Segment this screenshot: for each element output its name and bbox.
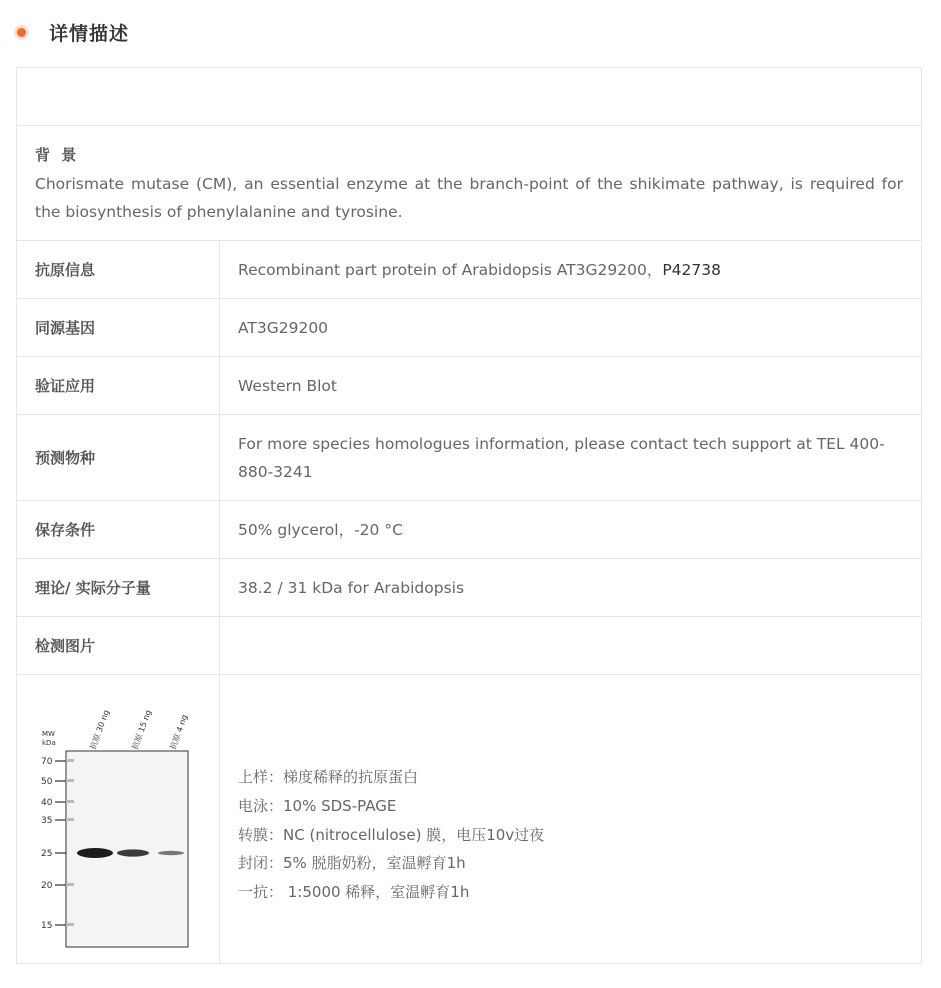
ladder-band-40	[66, 800, 74, 803]
marker-70: 70	[41, 757, 53, 767]
table-row-application	[17, 357, 921, 415]
blot-image-cell	[17, 675, 220, 963]
table-row-mw	[17, 559, 921, 617]
lane-label-3: 抗原 4 ng	[168, 713, 190, 751]
antigen-label: 抗原信息	[17, 241, 220, 298]
lane-label-2: 抗原 15 ng	[130, 708, 154, 751]
marker-20: 20	[41, 881, 53, 891]
note-transfer: 转膜：NC (nitrocellulose) 膜，电压10v过夜	[238, 825, 545, 844]
section-header	[16, 16, 129, 48]
table-row-gene	[17, 299, 921, 357]
western-blot-image	[17, 675, 220, 963]
ladder-band-15	[66, 923, 74, 926]
storage-value: 50% glycerol，-20 °C	[238, 520, 403, 539]
mw-label: 理论/ 实际分子量	[17, 559, 220, 616]
marker-40: 40	[41, 798, 53, 808]
bullet-dot-icon	[17, 28, 26, 37]
antigen-value-cell	[220, 241, 921, 298]
gene-label: 同源基因	[17, 299, 220, 356]
application-label: 验证应用	[17, 357, 220, 414]
table-row-species	[17, 415, 921, 501]
mw-unit-label: MW	[42, 730, 55, 738]
section-title: 详情描述	[49, 22, 130, 45]
background-title: 背 景	[35, 146, 80, 164]
image-value-empty	[220, 617, 921, 674]
antigen-uniprot-id: P42738	[662, 260, 721, 279]
table-row-storage	[17, 501, 921, 559]
antigen-value: Recombinant part protein of Arabidopsis AT3G29200，	[238, 260, 663, 279]
kda-unit-label: kDa	[42, 739, 56, 747]
marker-15: 15	[41, 921, 53, 931]
application-value: Western Blot	[238, 376, 337, 395]
lane-label-1: 抗原 30 ng	[88, 708, 112, 751]
marker-35: 35	[41, 816, 53, 826]
background-text: Chorismate mutase (CM), an essential enzyme at the branch-point of the shikimate pathway, is required for the biosynthesis of phenylalanine and tyrosine.	[35, 175, 903, 221]
marker-25: 25	[41, 849, 53, 859]
band-lane-3	[158, 851, 184, 855]
table-row-image	[17, 617, 921, 675]
marker-50: 50	[41, 777, 53, 787]
blot-protocol-notes	[238, 763, 544, 907]
species-value: For more species homologues information, please contact tech support at TEL 400-880-3241	[238, 434, 885, 481]
ladder-band-70	[66, 759, 74, 762]
note-electrophoresis: 电泳：10% SDS-PAGE	[238, 796, 397, 815]
note-primary-antibody: 一抗： 1:5000 稀释，室温孵育1h	[238, 883, 470, 902]
background-row	[17, 126, 921, 241]
band-lane-2	[117, 849, 149, 856]
ladder-band-20	[66, 883, 74, 886]
gene-value: AT3G29200	[238, 318, 329, 337]
ladder-band-35	[66, 818, 74, 821]
note-blocking: 封闭：5% 脱脂奶粉，室温孵育1h	[238, 854, 466, 873]
image-label: 检测图片	[17, 617, 220, 674]
ladder-band-50	[66, 779, 74, 782]
details-table	[16, 67, 922, 964]
species-label: 预测物种	[17, 415, 220, 500]
storage-label: 保存条件	[17, 501, 220, 558]
empty-row	[17, 68, 921, 126]
note-loading: 上样：梯度稀释的抗原蛋白	[238, 768, 419, 786]
mw-value: 38.2 / 31 kDa for Arabidopsis	[238, 578, 465, 597]
table-row-antigen	[17, 241, 921, 299]
blot-row	[17, 675, 921, 963]
band-lane-1	[77, 848, 113, 858]
